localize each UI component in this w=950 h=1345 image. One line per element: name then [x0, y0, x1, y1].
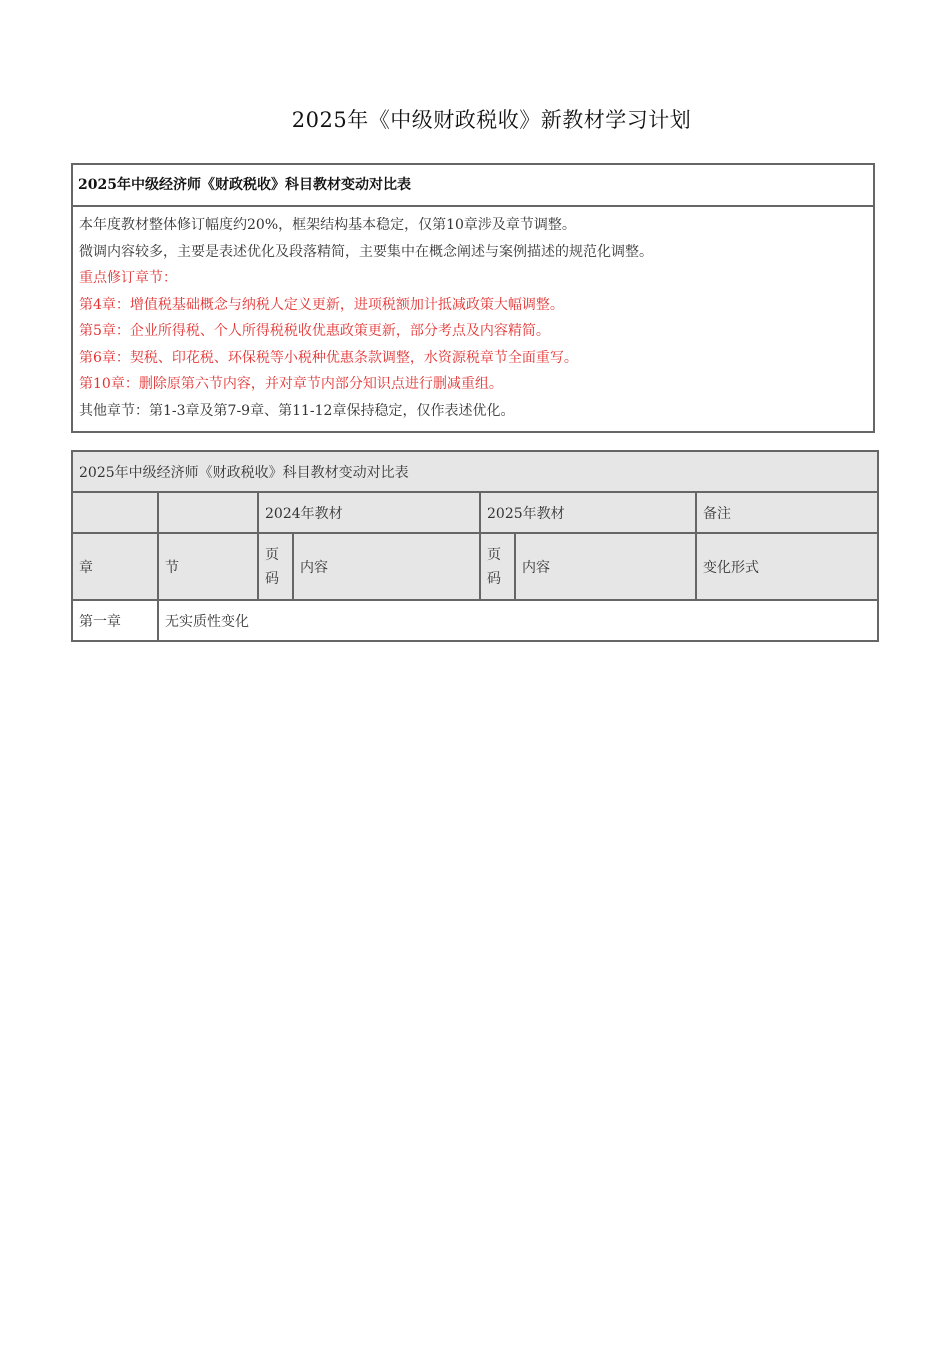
summary-line: 其他章节：第1-3章及第7-9章、第11-12章保持稳定，仅作表述优化。	[79, 402, 515, 419]
summary-line-highlight: 第5章：企业所得税、个人所得税税收优惠政策更新，部分考点及内容精简。	[79, 323, 550, 339]
empty-cell	[72, 492, 158, 533]
col-page-2024	[258, 533, 293, 600]
group-2024: 2024年教材	[258, 492, 480, 533]
table-caption: 2025年中级经济师《财政税收》科目教材变动对比表	[72, 451, 878, 492]
col-change: 变化形式	[696, 533, 878, 600]
summary-line: 微调内容较多，主要是表述优化及段落精简，主要集中在概念阐述与案例描述的规范化调整。	[79, 243, 653, 260]
col-page-char: 码	[487, 570, 501, 587]
empty-cell	[158, 492, 258, 533]
col-page-2025	[480, 533, 515, 600]
table-row	[72, 600, 878, 641]
summary-header: 2025年中级经济师《财政税收》科目教材变动对比表	[73, 165, 873, 207]
col-content-2024: 内容	[293, 533, 480, 600]
table-caption-row	[72, 451, 878, 492]
group-2025: 2025年教材	[480, 492, 696, 533]
table-group-row	[72, 492, 878, 533]
col-page-char: 页	[265, 546, 279, 563]
summary-line-highlight: 重点修订章节：	[79, 270, 177, 286]
row-note: 无实质性变化	[158, 600, 878, 641]
col-section: 节	[158, 533, 258, 600]
summary-box	[71, 163, 875, 433]
col-page-char: 页	[487, 546, 501, 563]
table-header-row	[72, 533, 878, 600]
col-page-char: 码	[265, 570, 279, 587]
summary-line-highlight: 第4章：增值税基础概念与纳税人定义更新，进项税额加计抵减政策大幅调整。	[79, 296, 564, 313]
page-title: 2025年《中级财政税收》新教材学习计划	[291, 108, 692, 132]
summary-body	[73, 207, 873, 424]
col-content-2025: 内容	[515, 533, 696, 600]
summary-line-highlight: 第10章：删除原第六节内容，并对章节内部分知识点进行删减重组。	[79, 376, 503, 392]
summary-line-highlight: 第6章：契税、印花税、环保税等小税种优惠条款调整，水资源税章节全面重写。	[79, 349, 578, 366]
col-chapter: 章	[72, 533, 158, 600]
group-note: 备注	[696, 492, 878, 533]
summary-line: 本年度教材整体修订幅度约20%，框架结构基本稳定，仅第10章涉及章节调整。	[79, 217, 576, 233]
comparison-table	[71, 450, 879, 642]
row-chapter: 第一章	[72, 600, 158, 641]
